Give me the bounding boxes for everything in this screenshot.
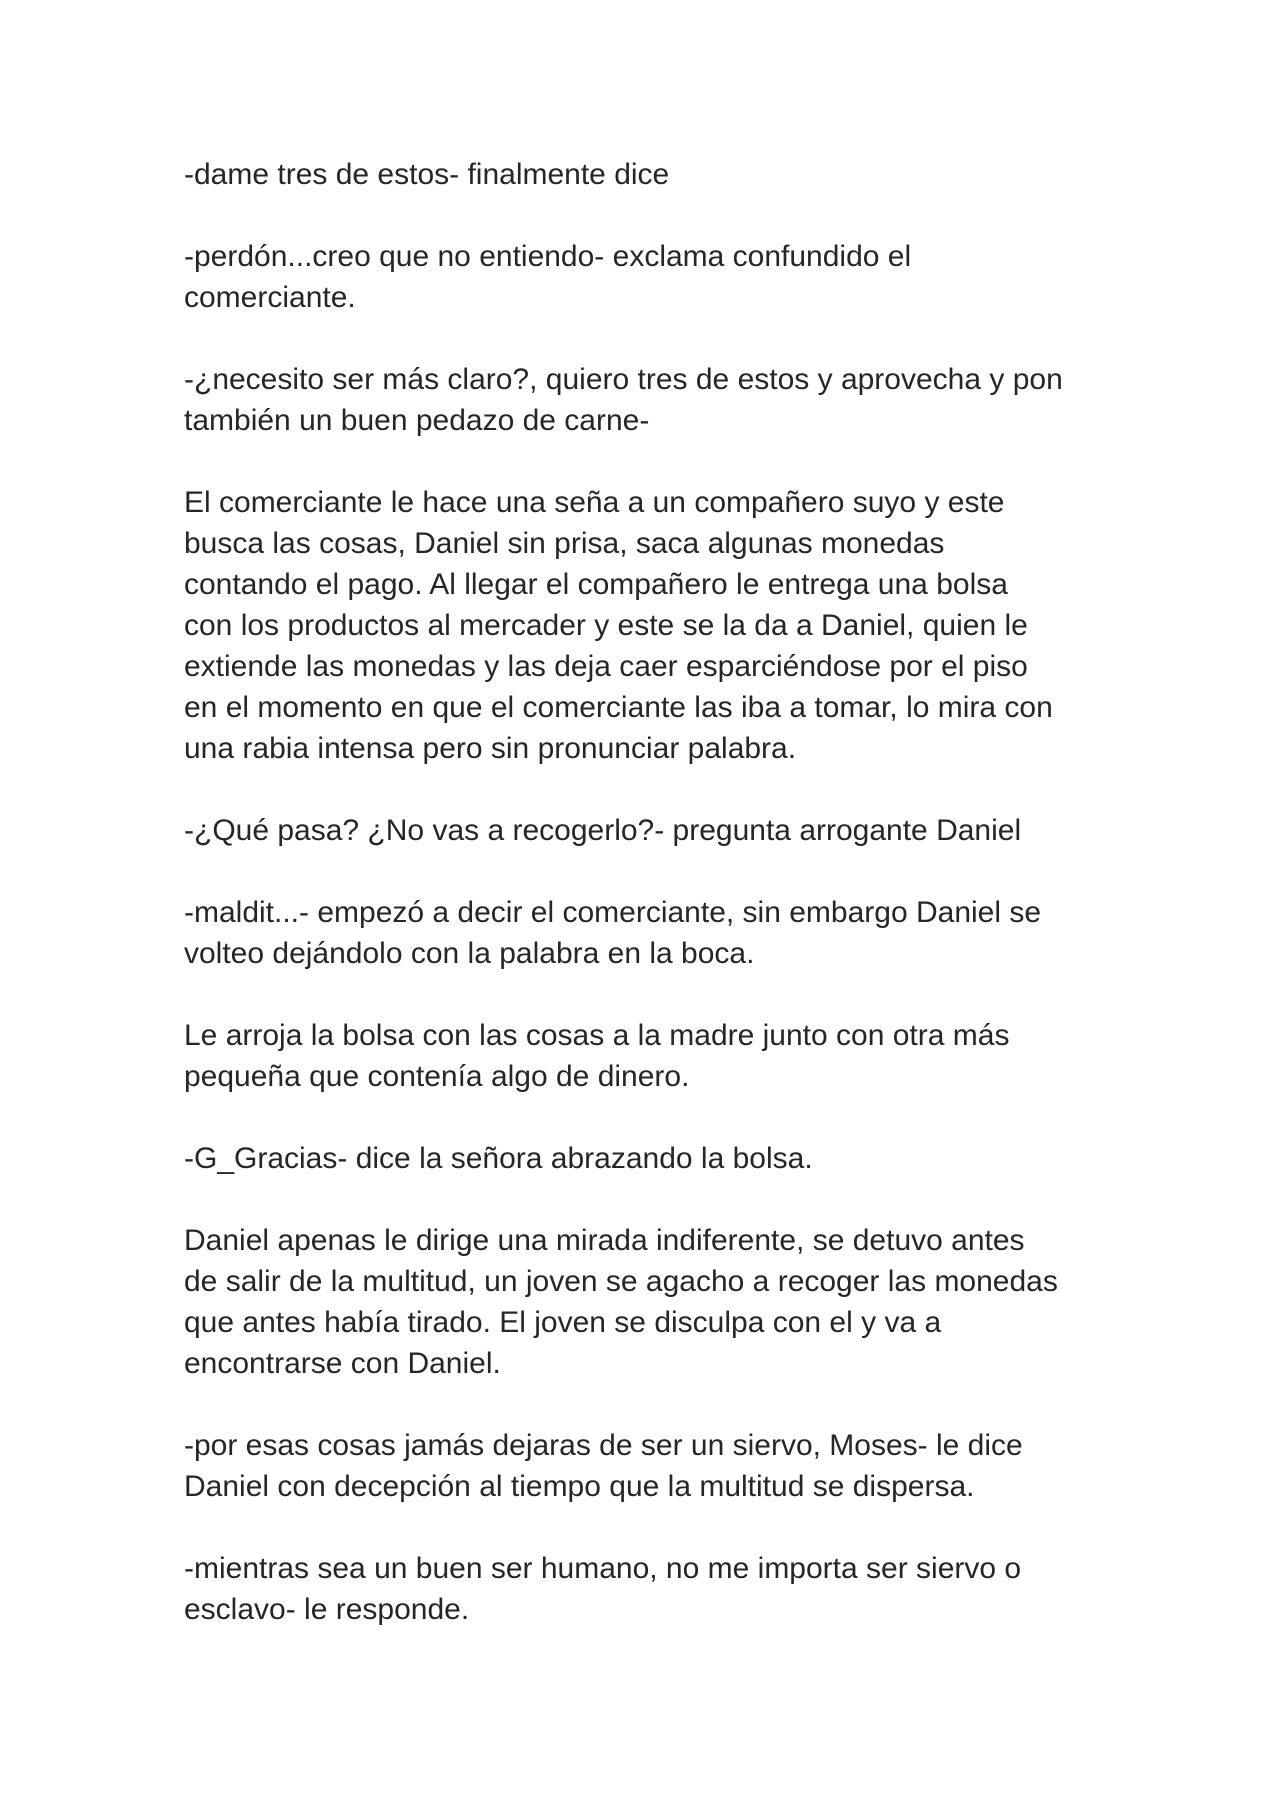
paragraph xyxy=(184,359,1134,441)
text-line: Le arroja la bolsa con las cosas a la madre junto con otra más xyxy=(184,1019,1010,1052)
text-line: encontrarse con Daniel. xyxy=(184,1347,501,1380)
paragraph xyxy=(184,154,1134,195)
text-line: El comerciante le hace una seña a un compañero suyo y este xyxy=(184,486,1005,519)
text-line: -dame tres de estos- finalmente dice xyxy=(184,158,670,191)
paragraph xyxy=(184,1015,1134,1097)
text-line: también un buen pedazo de carne- xyxy=(184,404,650,437)
text-line: una rabia intensa pero sin pronunciar palabra. xyxy=(184,732,797,765)
text-line: -por esas cosas jamás dejaras de ser un siervo, Moses- le dice xyxy=(184,1429,1023,1462)
text-line: comerciante. xyxy=(184,281,356,314)
text-line: con los productos al mercader y este se la da a Daniel, quien le xyxy=(184,609,1028,642)
text-line: en el momento en que el comerciante las iba a tomar, lo mira con xyxy=(184,691,1053,724)
text-line: -¿Qué pasa? ¿No vas a recogerlo?- pregunta arrogante Daniel xyxy=(184,814,1022,847)
paragraph xyxy=(184,236,1134,318)
text-line: -perdón...creo que no entiendo- exclama confundido el xyxy=(184,240,912,273)
text-line: pequeña que contenía algo de dinero. xyxy=(184,1060,690,1093)
text-line: contando el pago. Al llegar el compañero le entrega una bolsa xyxy=(184,568,1008,601)
text-line: que antes había tirado. El joven se disculpa con el y va a xyxy=(184,1306,942,1339)
paragraph xyxy=(184,1138,1134,1179)
document-body xyxy=(184,154,1134,1671)
paragraph xyxy=(184,1425,1134,1507)
paragraph xyxy=(184,892,1134,974)
text-line: Daniel con decepción al tiempo que la multitud se dispersa. xyxy=(184,1470,975,1503)
paragraph xyxy=(184,1220,1134,1384)
paragraph xyxy=(184,482,1134,769)
text-line: -mientras sea un buen ser humano, no me importa ser siervo o xyxy=(184,1552,1022,1585)
text-line: volteo dejándolo con la palabra en la boca. xyxy=(184,937,755,970)
text-line: -G_Gracias- dice la señora abrazando la bolsa. xyxy=(184,1142,813,1175)
text-line: -maldit...- empezó a decir el comerciante, sin embargo Daniel se xyxy=(184,896,1042,929)
text-line: -¿necesito ser más claro?, quiero tres de estos y aprovecha y pon xyxy=(184,363,1063,396)
text-line: Daniel apenas le dirige una mirada indiferente, se detuvo antes xyxy=(184,1224,1025,1257)
text-line: busca las cosas, Daniel sin prisa, saca algunas monedas xyxy=(184,527,945,560)
text-line: esclavo- le responde. xyxy=(184,1593,470,1626)
paragraph xyxy=(184,810,1134,851)
paragraph xyxy=(184,1548,1134,1630)
text-line: de salir de la multitud, un joven se agacho a recoger las monedas xyxy=(184,1265,1058,1298)
text-line: extiende las monedas y las deja caer esparciéndose por el piso xyxy=(184,650,1028,683)
